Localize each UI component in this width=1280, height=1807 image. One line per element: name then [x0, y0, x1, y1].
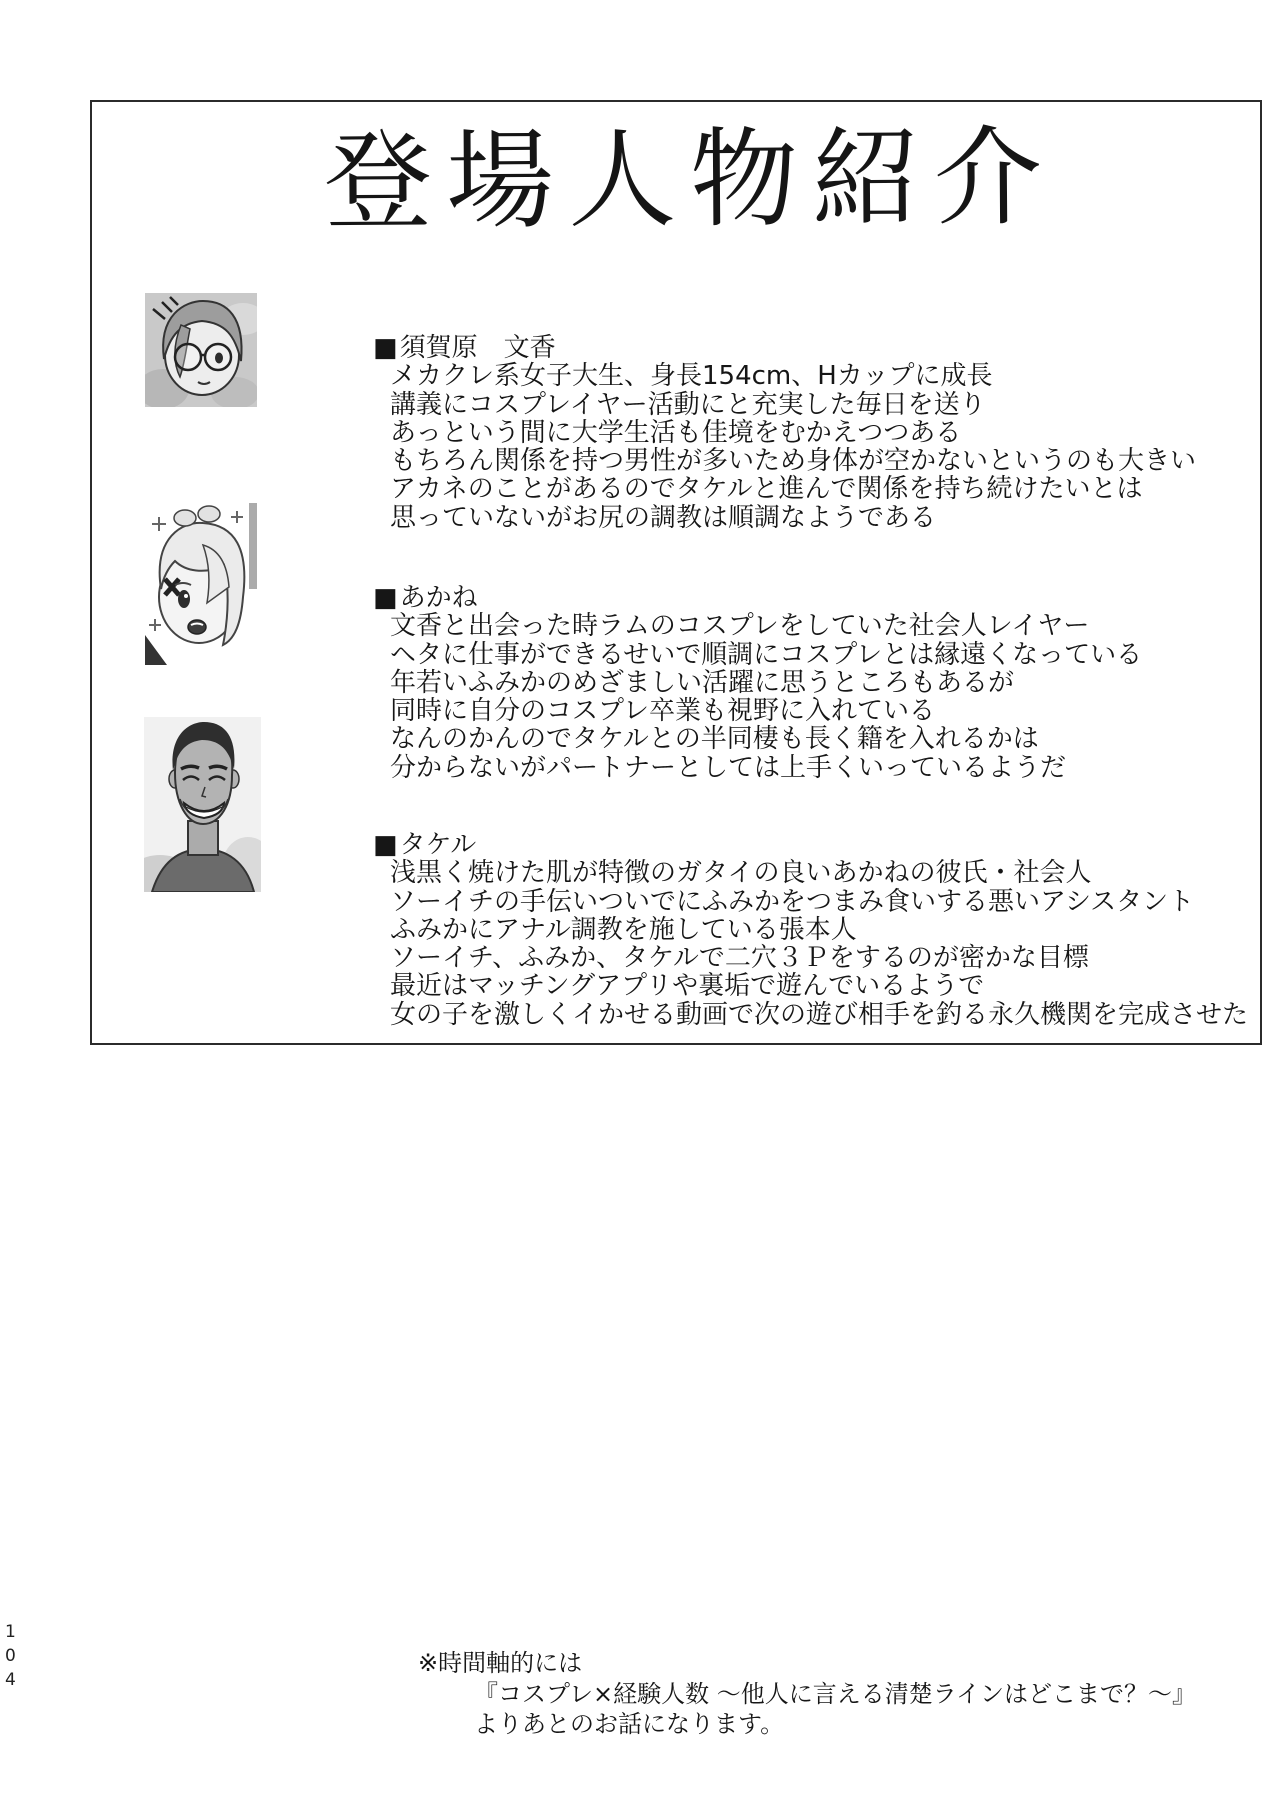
character-description-line: あっという間に大学生活も佳境をむかえつつある — [390, 417, 962, 448]
character-description-line: 同時に自分のコスプレ卒業も視野に入れている — [390, 696, 935, 727]
character-description-line: 思っていないがお尻の調教は順調なようである — [390, 502, 937, 533]
character-description-line: 文香と出会った時ラムのコスプレをしていた社会人レイヤー — [390, 611, 1090, 642]
footnote-line: よりあとのお話になります。 — [474, 1710, 785, 1738]
character-description-line: 講義にコスプレイヤー活動にと充実した毎日を送り — [390, 389, 986, 420]
bullet-square-icon: ■ — [373, 830, 398, 860]
character-name: ■タケル — [373, 830, 477, 860]
page-title: 登場人物紹介 — [323, 115, 1057, 246]
portrait-fumika-glasses-girl — [145, 293, 257, 407]
footnote-line: ※時間軸的には — [418, 1649, 583, 1677]
character-description-line: ソーイチ、ふみか、タケルで二穴３Ｐをするのが密かな目標 — [390, 943, 1089, 974]
footnote-line: 『コスプレ×経験人数 ～他人に言える清楚ラインはどこまで？～』 — [474, 1679, 1197, 1708]
character-description-line: ヘタに仕事ができるせいで順調にコスプレとは縁遠くなっている — [390, 639, 1143, 670]
page-number-digit: 0 — [5, 1646, 16, 1666]
character-description-line: 女の子を激しくイかせる動画で次の遊び相手を釣る永久機関を完成させた — [390, 999, 1249, 1030]
character-description-line: 年若いふみかのめざましい活躍に思うところもあるが — [390, 667, 1015, 698]
character-description-line: なんのかんのでタケルとの半同棲も長く籍を入れるかは — [390, 724, 1039, 755]
character-description-line: ソーイチの手伝いついでにふみかをつまみ食いする悪いアシスタント — [390, 886, 1195, 917]
page-number-digit: 1 — [5, 1622, 16, 1642]
page-number — [5, 1620, 16, 1692]
character-description-line: アカネのことがあるのでタケルと進んで関係を持ち続けたいとは — [390, 474, 1143, 505]
portrait-takeru-tanned-man — [144, 717, 261, 892]
character-description-line: 最近はマッチングアプリや裏垢で遊んでいるようで — [390, 971, 985, 1002]
character-description-line: もちろん関係を持つ男性が多いため身体が空かないというのも大きい — [390, 446, 1197, 477]
bullet-square-icon: ■ — [373, 333, 398, 363]
character-name: ■須賀原 文香 — [373, 333, 556, 363]
bullet-square-icon: ■ — [373, 583, 398, 613]
character-description-line: ふみかにアナル調教を施している張本人 — [390, 914, 857, 945]
timeline-footnote — [418, 1648, 1196, 1740]
page-number-digit: 4 — [5, 1670, 16, 1690]
character-description-line: 浅黒く焼けた肌が特徴のガタイの良いあかねの彼氏・社会人 — [390, 858, 1092, 889]
character-description-line: 分からないがパートナーとしては上手くいっているようだ — [390, 752, 1067, 783]
character-description-line: メカクレ系女子大生、身長154cm、Hカップに成長 — [390, 361, 993, 392]
portrait-akane-ram-cosplay — [145, 503, 257, 665]
character-name: ■あかね — [373, 583, 478, 613]
